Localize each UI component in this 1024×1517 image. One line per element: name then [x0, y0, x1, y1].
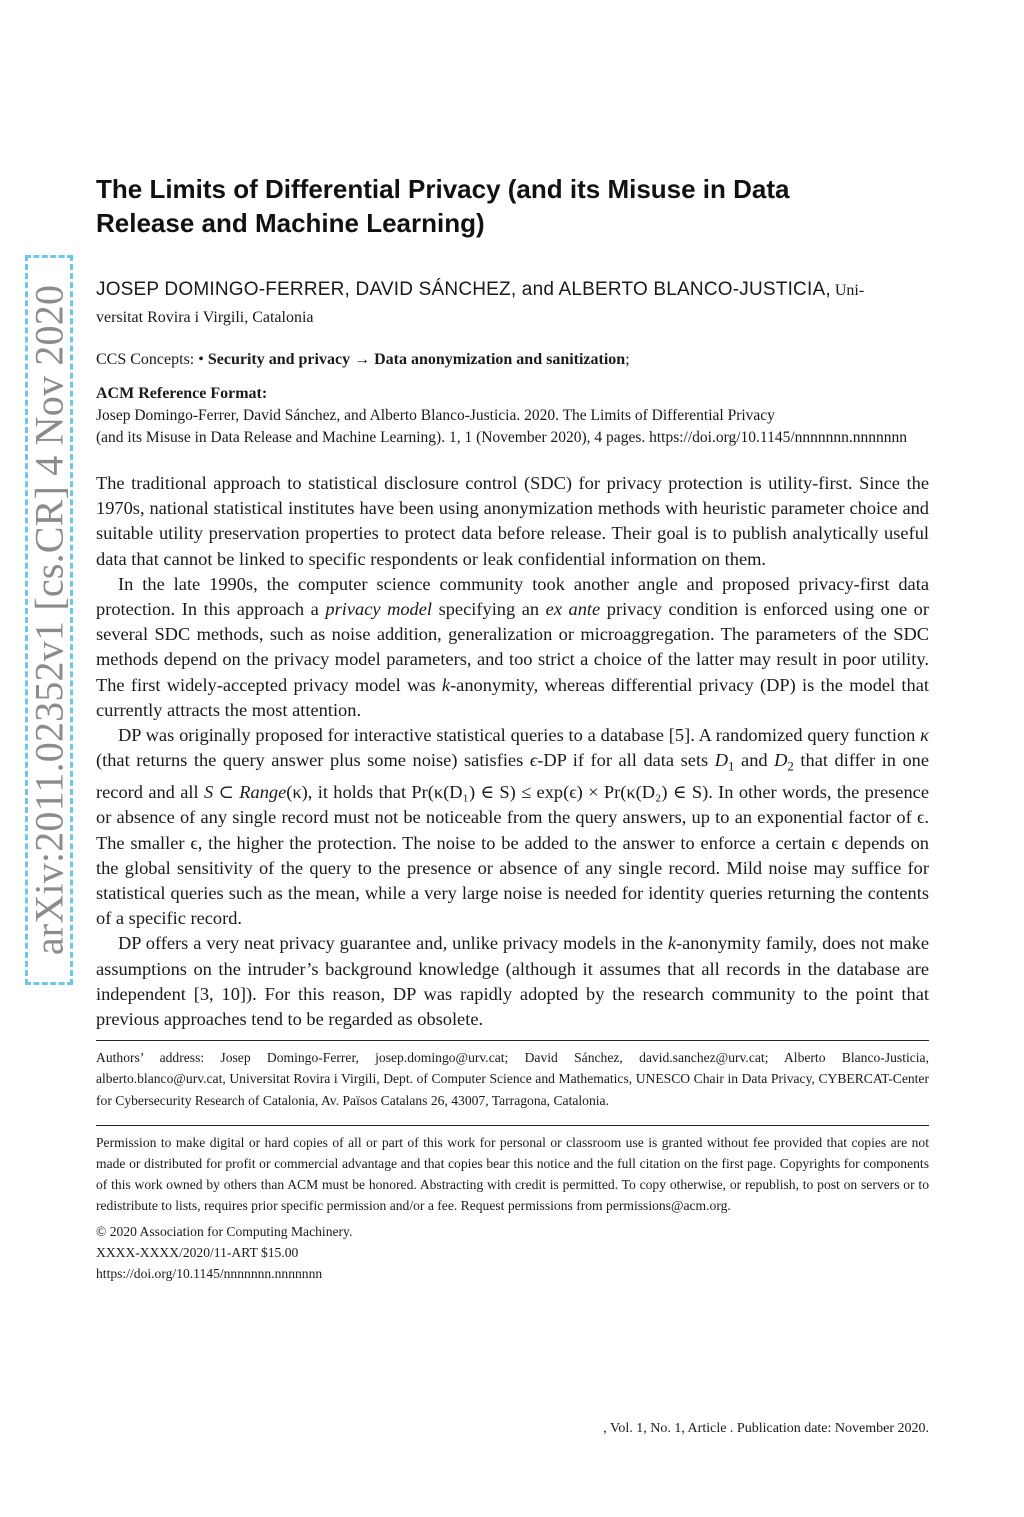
- p3-text-b: (that returns the query answer plus some noise) satisfies: [96, 750, 530, 771]
- reference-heading: ACM Reference Format:: [96, 385, 268, 402]
- p2-em-ex-ante: ex ante: [545, 599, 601, 620]
- p2-k: k: [441, 674, 451, 695]
- affiliation-part-2: versitat Rovira i Virgili, Catalonia: [96, 309, 314, 326]
- ccs-concepts: [96, 349, 929, 371]
- authors-address: Authors’ address: Josep Domingo-Ferrer, josep.domingo@urv.cat; David Sánchez, david.sanchez@urv.cat; Alberto Blanco-Justicia, alberto.blanco@urv.cat, Universitat Rovira i Virgili, Dept. of Computer Science and Mathematics, UNESCO Chair in Data Privacy, CYBERCAT-Center for Cybersecurity Research of Catalonia, Av. Països Catalans 26, 43007, Tarragona, Catalonia.: [96, 1050, 929, 1108]
- ccs-term-security: Security and privacy: [207, 351, 351, 368]
- p3-sub-1: 1: [728, 759, 735, 774]
- p3-d2: D: [774, 750, 788, 771]
- p4-text-a: DP offers a very neat privacy guarantee and, unlike privacy models in the: [118, 933, 668, 954]
- p2-text-a: In the late 1990s, the computer science community took another angle and proposed privacy-first data protection. In this approach a: [96, 573, 929, 620]
- title-line-1: The Limits of Differential Privacy (and its Misuse in Data: [96, 174, 790, 204]
- paragraph-4: [96, 931, 929, 1032]
- arxiv-identifier: arXiv:2011.02352v1 [cs.CR] 4 Nov 2020: [26, 284, 72, 956]
- ccs-term-anonymization: Data anonymization and sanitization: [374, 351, 626, 368]
- p3-and: and: [734, 750, 775, 771]
- p2-em-privacy-model: privacy model: [325, 599, 433, 620]
- p3-sub-2: 2: [787, 759, 794, 774]
- paper-title: [96, 172, 929, 240]
- p3-d1: D: [714, 750, 729, 771]
- paragraph-1: The traditional approach to statistical disclosure control (SDC) for privacy protection is utility-first. Since the 1970s, national statistical institutes have been using anonymization methods with heuristic parameter choice and suitable utility preservation properties to protect data before release. Their goal is to publish analytically useful data that cannot be linked to specific respondents or leak confidential information on them.: [96, 473, 929, 569]
- footnote-divider: [96, 1040, 929, 1041]
- p3-epsilon: ϵ: [529, 750, 538, 771]
- reference-format: [96, 405, 929, 449]
- reference-line-2: (and its Misuse in Data Release and Machine Learning). 1, 1 (November 2020), 4 pages. https://doi.org/10.1145/nnnnnnn.nnnnnnn: [96, 429, 908, 446]
- p3-set-s: S: [203, 782, 214, 803]
- p3-text-a: DP was originally proposed for interactive statistical queries to a database [5]. A randomized query function: [118, 725, 921, 746]
- p2-text-d: -anonymity, whereas differential privacy (DP) is the model that currently attracts the most attention.: [96, 674, 929, 720]
- author-names: JOSEP DOMINGO-FERRER, DAVID SÁNCHEZ, and ALBERTO BLANCO-JUSTICIA,: [96, 279, 831, 300]
- permission-divider: [96, 1125, 929, 1126]
- ccs-arrow: →: [350, 351, 375, 368]
- body-text: [96, 471, 929, 1032]
- p3-text-e: (κ), it holds that Pr(κ(D₁) ∈ S) ≤ exp(ϵ) × Pr(κ(D₂) ∈ S). In other words, the presence or absence of any single record must not be noticeable from the query answers, up to an exponential factor of ϵ. The smaller ϵ, the higher the protection. The noise to be added to the answer to enforce a certain ϵ depends on the global sensitivity of the query to the presence or absence of any single record. Mild noise may suffice for statistical queries such as the mean, while a very large noise is needed for identity queries returning the contents of a specific record.: [96, 782, 929, 929]
- author-block: [96, 276, 929, 331]
- p3-text-c: -DP if for all data sets: [537, 750, 715, 771]
- ccs-label: CCS Concepts: •: [96, 351, 208, 368]
- running-footer: , Vol. 1, No. 1, Article . Publication date: November 2020.: [603, 1421, 929, 1436]
- permission-notice: Permission to make digital or hard copies of all or part of this work for personal or classroom use is granted without fee provided that copies are not made or distributed for profit or commercial advantage and that copies bear this notice and the full citation on the first page. Copyrights for components of this work owned by others than ACM must be honored. Abstracting with credit is permitted. To copy otherwise, or republish, to post on servers or to redistribute to lists, requires prior specific permission and/or a fee. Request permissions from permissions@acm.org.: [96, 1134, 929, 1214]
- p3-subset: ⊂: [213, 782, 240, 803]
- p3-text-d: that differ in one record and all: [96, 750, 929, 803]
- copyright-line: © 2020 Association for Computing Machinery.: [96, 1223, 353, 1239]
- p2-text-b: specifying an: [432, 599, 546, 620]
- p3-kappa: κ: [920, 725, 929, 746]
- reference-line-1: Josep Domingo-Ferrer, David Sánchez, and Alberto Blanco-Justicia. 2020. The Limits of Differential Privacy: [96, 407, 775, 424]
- doi-line: https://doi.org/10.1145/nnnnnnn.nnnnnnn: [96, 1265, 323, 1281]
- paper-page: [96, 172, 929, 1284]
- issn-line: XXXX-XXXX/2020/11-ART $15.00: [96, 1244, 299, 1260]
- p2-text-c: privacy condition is enforced using one or several SDC methods, such as noise addition, generalization or microaggregation. The parameters of the SDC methods depend on the privacy model parameters, and too strict a choice of the latter may result in poor utility. The first widely-accepted privacy model was: [96, 599, 929, 695]
- affiliation-part-1: Uni-: [834, 282, 865, 299]
- paragraph-2: [96, 572, 929, 723]
- p4-k: k: [667, 933, 677, 954]
- paragraph-3: [96, 723, 929, 931]
- title-line-2: Release and Machine Learning): [96, 208, 485, 238]
- p4-text-b: -anonymity family, does not make assumptions on the intruder’s background knowledge (although it assumes that all records in the database are independent [3, 10]). For this reason, DP was rapidly adopted by the research community to the point that previous approaches tend to be regarded as obsolete.: [96, 933, 930, 1029]
- ccs-end: ;: [625, 351, 630, 368]
- p3-range: Range: [239, 782, 287, 803]
